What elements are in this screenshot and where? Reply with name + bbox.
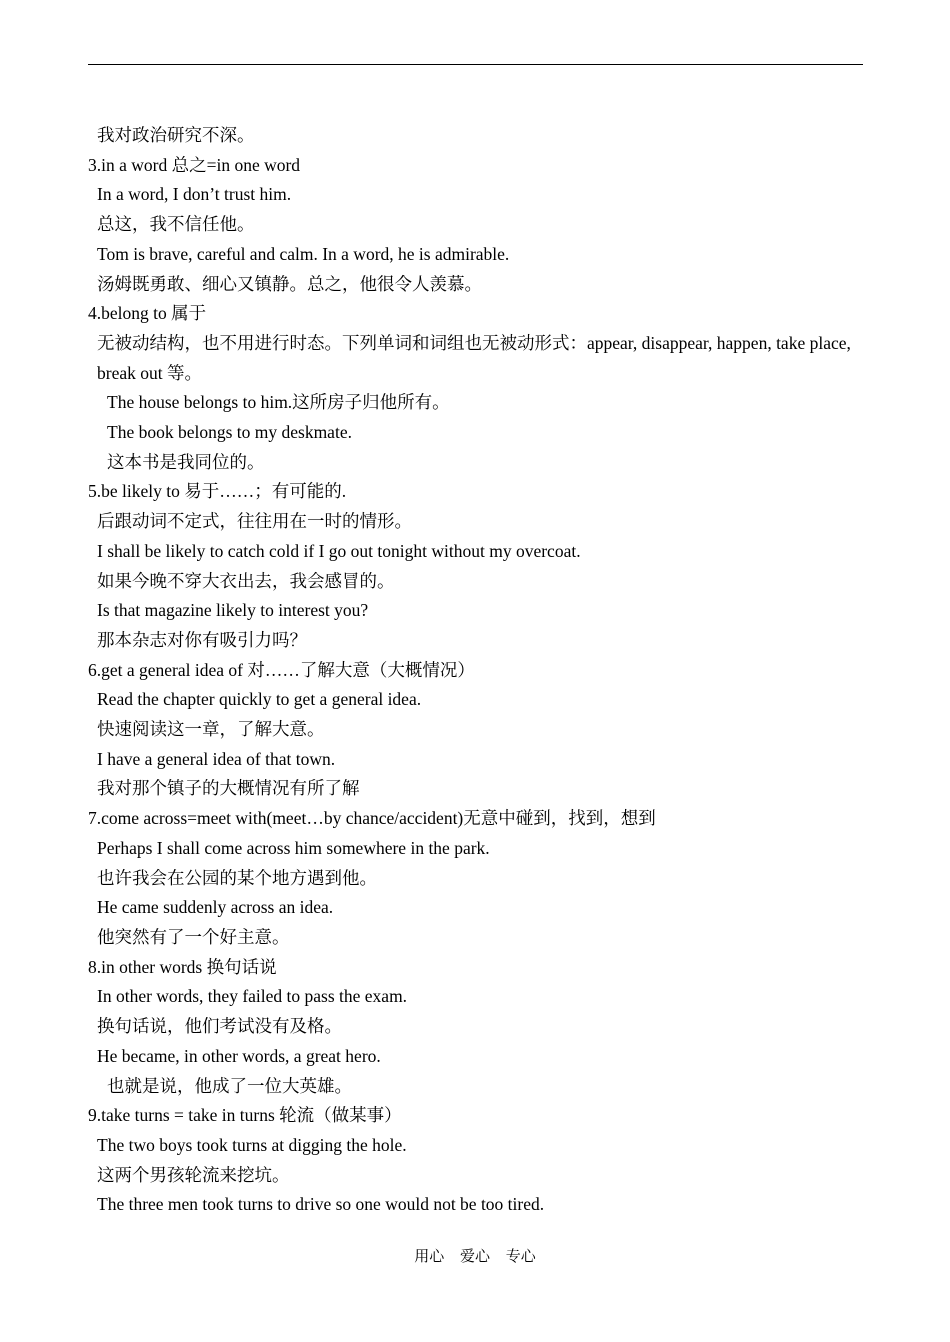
text-line: 总这，我不信任他。 [97, 214, 255, 235]
text-line: The two boys took turns at digging the hole. [97, 1134, 407, 1155]
text-line: 我对那个镇子的大概情况有所了解 [97, 778, 360, 799]
text-line: Is that magazine likely to interest you? [97, 600, 369, 621]
text-line: The book belongs to my deskmate. [107, 422, 352, 443]
text-line: I shall be likely to catch cold if I go out tonight without my overcoat. [97, 540, 581, 561]
text-line: 这本书是我同位的。 [107, 451, 265, 472]
text-line: 也就是说，他成了一位大英雄。 [107, 1075, 352, 1096]
text-line: Perhaps I shall come across him somewhere in the park. [97, 837, 490, 858]
text-line: 这两个男孩轮流来挖坑。 [97, 1164, 290, 1185]
section-heading: 3.in a word 总之=in one word [88, 154, 301, 175]
text-line: I have a general idea of that town. [97, 748, 336, 769]
text-line: The three men took turns to drive so one would not be too tired. [97, 1194, 545, 1215]
footer-word: 用心 [414, 1249, 445, 1265]
text-line: 我对政治研究不深。 [97, 125, 255, 145]
document-body [88, 121, 864, 1220]
text-line: He came suddenly across an idea. [97, 897, 334, 918]
footer-word: 专心 [505, 1249, 536, 1265]
text-line: 如果今晚不穿大衣出去，我会感冒的。 [97, 570, 395, 591]
text-line: 快速阅读这一章，了解大意。 [97, 719, 325, 740]
section-heading: 8.in other words 换句话说 [88, 956, 277, 977]
text-line: 他突然有了一个好主意。 [97, 926, 290, 947]
text-line: 也许我会在公园的某个地方遇到他。 [97, 867, 377, 888]
footer-word: 爱心 [459, 1249, 490, 1265]
text-line: Tom is brave, careful and calm. In a word, he is admirable. [97, 243, 510, 264]
section-heading: 9.take turns = take in turns 轮流（做某事） [88, 1105, 402, 1126]
header-rule [88, 64, 863, 65]
text-line: 那本杂志对你有吸引力吗？ [97, 629, 307, 650]
text-line: Read the chapter quickly to get a general idea. [97, 689, 422, 710]
section-heading: 5.be likely to 易于……；有可能的. [88, 481, 347, 502]
text-line: 换句话说，他们考试没有及格。 [97, 1016, 342, 1037]
text-line: 后跟动词不定式，往往用在一时的情形。 [97, 511, 412, 532]
text-line: 汤姆既勇敢、细心又镇静。总之，他很令人羡慕。 [97, 273, 482, 294]
section-heading: 7.come across=meet with(meet…by chance/accident)无意中碰到，找到，想到 [88, 808, 656, 829]
page-footer [0, 1246, 950, 1268]
text-line: In other words, they failed to pass the exam. [97, 986, 408, 1007]
text-line: He became, in other words, a great hero. [97, 1045, 381, 1066]
text-line: In a word, I don’t trust him. [97, 184, 292, 205]
section-heading: 6.get a general idea of 对……了解大意（大概情况） [88, 659, 475, 680]
text-line: 无被动结构，也不用进行时态。下列单词和词组也无被动形式：appear, disappear, happen, take place, break out 等。 [97, 332, 851, 383]
text-line: The house belongs to him.这所房子归他所有。 [107, 392, 450, 413]
section-heading: 4.belong to 属于 [88, 303, 207, 324]
